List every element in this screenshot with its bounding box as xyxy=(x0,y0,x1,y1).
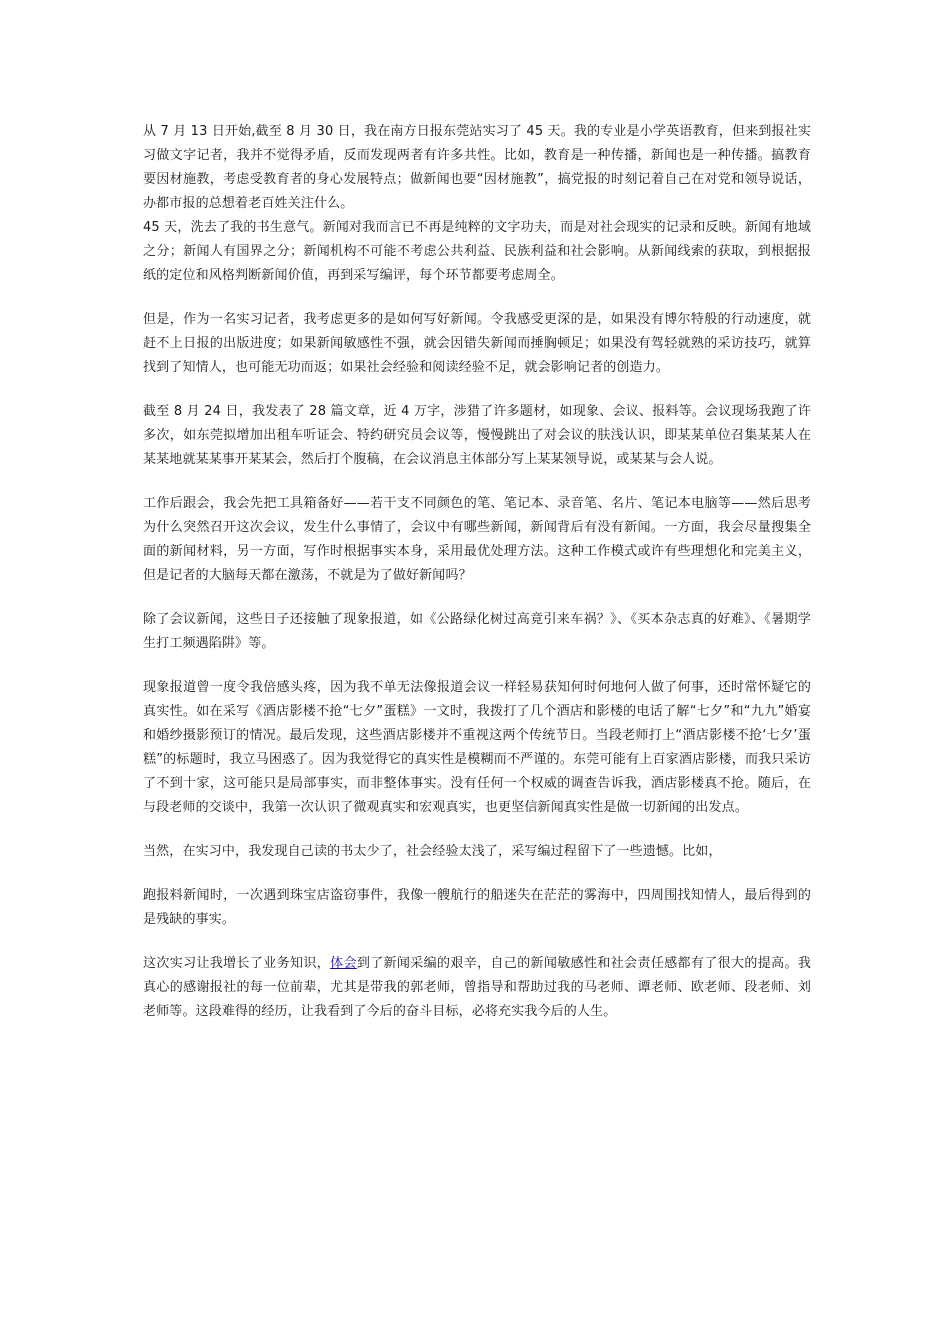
paragraph-regrets: 当然，在实习中，我发现自己读的书太少了，社会经验太浅了，采写编过程留下了一些遗憾。比如， xyxy=(143,844,722,859)
conclusion-text-end: 到了新闻采编的艰辛，自己的新闻敏感性和社会责任感都有了很大的提高。我真心的感谢报社的每一位前辈，尤其是带我的郭老师，曾指导和帮助过我的马老师、谭老师、欧老师、段老师、刘老师等。这段难得的经历，让我看到了今后的奋斗目标，必将充实我今后的人生。 xyxy=(143,956,811,1019)
paragraph-spacer xyxy=(143,932,811,952)
link-tihui[interactable]: 体会 xyxy=(330,956,357,971)
paragraph-45-days: 45 天，洗去了我的书生意气。新闻对我而言已不再是纯粹的文字功夫，而是对社会现实的记录和反映。新闻有地域之分；新闻人有国界之分；新闻机构不可能不考虑公共利益、民族利益和社会影响。从新闻线索的获取，到根据报纸的定位和风格判断新闻价值，再到采写编评，每个环节都要考虑周全。 xyxy=(143,220,811,283)
paragraph-theft-story: 跑报料新闻时，一次遇到珠宝店盗窃事件，我像一艘航行的船迷失在茫茫的雾海中，四周围找知情人，最后得到的是残缺的事实。 xyxy=(143,888,811,927)
paragraph-conclusion xyxy=(143,952,811,1024)
paragraph-writing-news: 但是，作为一名实习记者，我考虑更多的是如何写好新闻。令我感受更深的是，如果没有博尔特般的行动速度，就赶不上日报的出版进度；如果新闻敏感性不强，就会因错失新闻而捶胸顿足；如果没有驾轻就熟的采访技巧，就算找到了知情人，也可能无功而返；如果社会经验和阅读经验不足，就会影响记者的创造力。 xyxy=(143,312,811,375)
paragraph-spacer xyxy=(143,472,811,492)
paragraph-meeting-workflow: 工作后跟会，我会先把工具箱备好——若干支不同颜色的笔、笔记本、录音笔、名片、笔记本电脑等——然后思考为什么突然召开这次会议，发生什么事情了，会议中有哪些新闻，新闻背后有没有新闻。一方面，我会尽量搜集全面的新闻材料，另一方面，写作时根据事实本身，采用最优处理方法。这种工作模式或许有些理想化和完美主义，但是记者的大脑每天都在激荡，不就是为了做好新闻吗？ xyxy=(143,496,811,583)
conclusion-text-start: 这次实习让我增长了业务知识， xyxy=(143,956,331,971)
paragraph-truthfulness: 现象报道曾一度令我倍感头疼，因为我不单无法像报道会议一样轻易获知何时何地何人做了何事，还时常怀疑它的真实性。如在采写《酒店影楼不抢“七夕”蛋糕》一文时，我拨打了几个酒店和影楼的电话了解“七夕”和“九九”婚宴和婚纱摄影预订的情况。最后发现，这些酒店影楼并不重视这两个传统节日。当段老师打上“酒店影楼不抢‘七夕’蛋糕”的标题时，我立马困惑了。因为我觉得它的真实性是模糊而不严谨的。东莞可能有上百家酒店影楼，而我只采访了不到十家，这可能只是局部事实，而非整体事实。没有任何一个权威的调查告诉我，酒店影楼真不抢。随后，在与段老师的交谈中，我第一次认识了微观真实和宏观真实，也更坚信新闻真实性是做一切新闻的出发点。 xyxy=(143,680,811,815)
paragraph-spacer xyxy=(143,820,811,840)
paragraph-spacer xyxy=(143,864,811,884)
paragraph-spacer xyxy=(143,588,811,608)
paragraph-spacer xyxy=(143,288,811,308)
document-body xyxy=(143,120,811,1024)
paragraph-spacer xyxy=(143,380,811,400)
paragraph-phenomenon-reports: 除了会议新闻，这些日子还接触了现象报道，如《公路绿化树过高竟引来车祸？》、《买本杂志真的好难》、《暑期学生打工频遇陷阱》等。 xyxy=(143,612,811,651)
paragraph-internship-intro: 从 7 月 13 日开始,截至 8 月 30 日，我在南方日报东莞站实习了 45 天。我的专业是小学英语教育，但来到报社实习做文字记者，我并不觉得矛盾，反而发现两者有许多共性。比如，教育是一种传播，新闻也是一种传播。搞教育要因材施教，考虑受教育者的身心发展特点；做新闻也要“因材施教”，搞党报的时刻记着自己在对党和领导说话，办都市报的总想着老百姓关注什么。 xyxy=(143,124,811,211)
paragraph-spacer xyxy=(143,656,811,676)
paragraph-published-articles: 截至 8 月 24 日，我发表了 28 篇文章，近 4 万字，涉猎了许多题材，如现象、会议、报料等。会议现场我跑了许多次，如东莞拟增加出租车听证会、特约研究员会议等，慢慢跳出了对会议的肤浅认识，即某某单位召集某某人在某某地就某某事开某某会，然后打个腹稿，在会议消息主体部分写上某某领导说，或某某与会人说。 xyxy=(143,404,811,467)
